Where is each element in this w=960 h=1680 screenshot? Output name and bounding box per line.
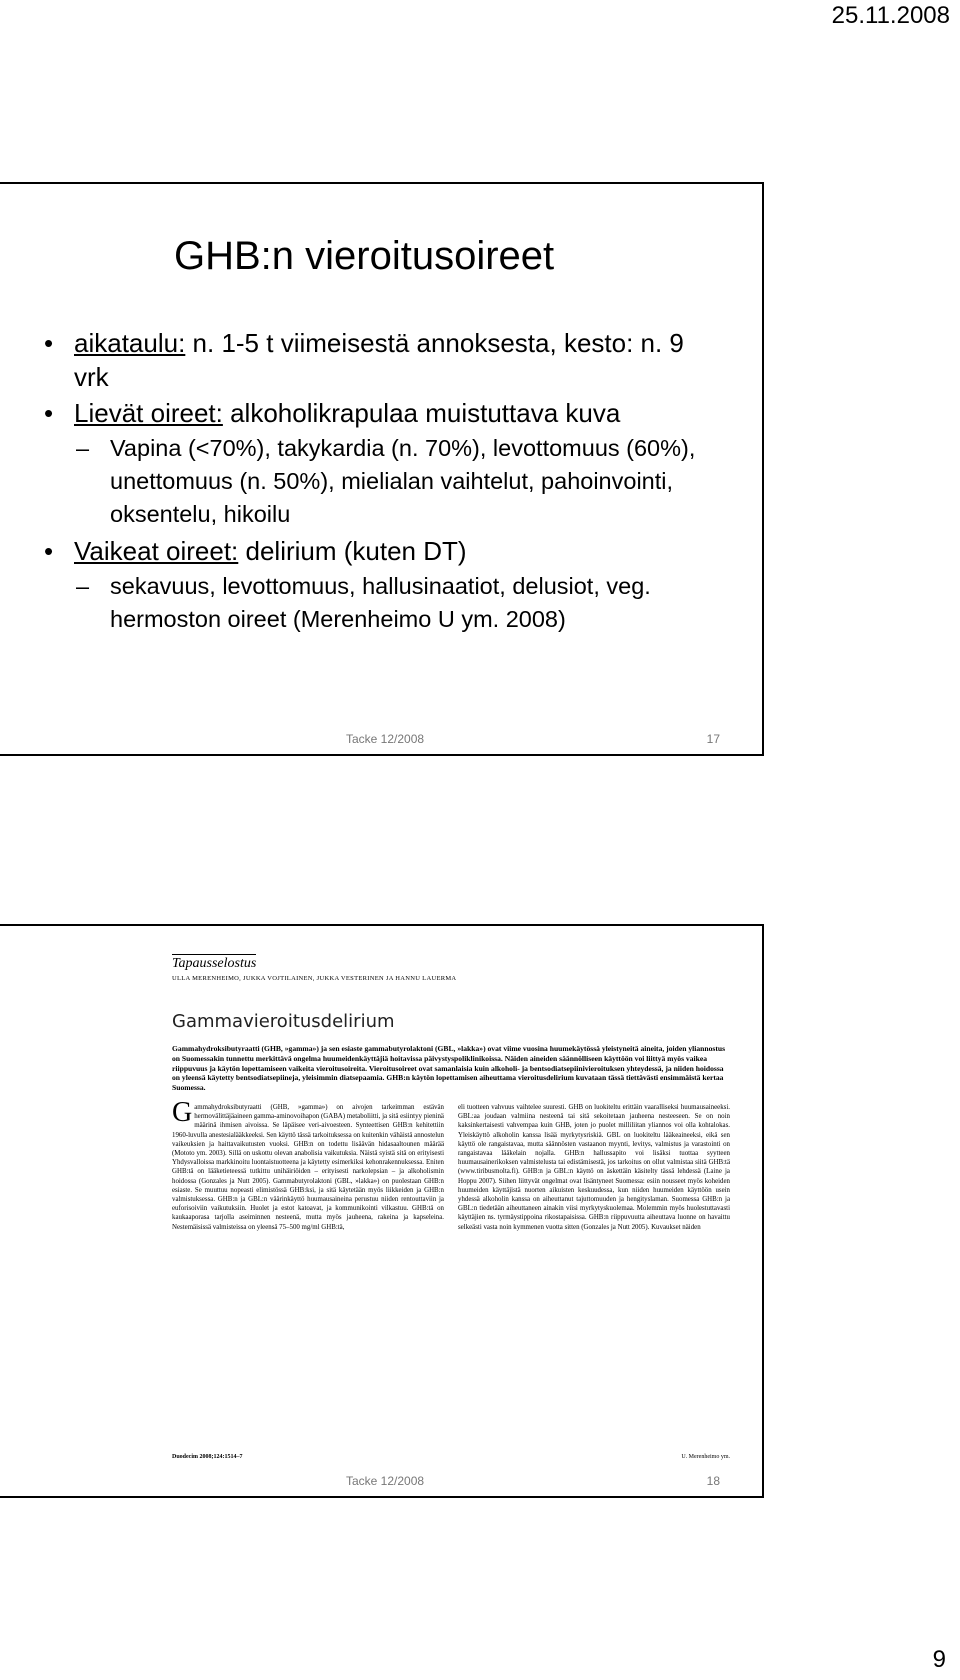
article-image: [172, 946, 730, 1466]
sub-bullet-mild: [0, 432, 720, 531]
sub-bullet-text: Vapina (<70%), takykardia (n. 70%), levottomuus (60%), unettomuus (n. 50%), mielialan vaihtelut, pahoinvointi, oksentelu, hikoilu: [110, 435, 696, 527]
article-citation: Duodecim 2008;124:1514–7: [172, 1454, 243, 1460]
dash-marker: –: [76, 573, 90, 599]
slide-footer-source: Tacke 12/2008: [346, 732, 425, 746]
article-columns: [172, 1096, 730, 1232]
bullet-heading: Lievät oireet:: [74, 398, 223, 428]
page-number: 9: [932, 1646, 946, 1673]
slide-title: GHB:n vieroitusoireet: [174, 234, 555, 278]
article-title: Gammavieroitusdelirium: [172, 1011, 395, 1032]
bullet-heading: Vaikeat oireet:: [74, 536, 239, 566]
slide-17: [0, 182, 764, 756]
article-running-author: U. Merenheimo ym.: [681, 1454, 730, 1460]
column-text: ammahydroksibutyraatti (GHB, »gamma») on aivojen tarkeimman estävän hermovälittäjäaineen gamma-aminovoihapon (GABA) metaboliitti, ja sitä esiintyy pieninä määrinä ihmisen aivoissa. Se läpäisee veri-aivoesteen. Synteettisen GHB:n kehitettiin 1960-luvulla anestesialääkkeeksi. Sen käyttö tässä tarkoituksessa on kuitenkin vähäistä annostelun vaikeuksien ja haittavaikutusten vuoksi. GHB:n on todettu lisäävän hidasaaltounen määrää (Mototo ym. 2003). Sillä on uskottu olevan anabolisia vaikutuksia. Näistä syistä sitä on erityisesti Yhdysvalloissa markkinoitu luontaistuotteena ja käytetty esimerkiksi kehonrakennuksessa. Eniten GHB:tä on lääketieteessä tutkittu unihäiriöiden – erityisesti narkolepsian – ja alkoholismin hoidossa (Gonzales ja Nutt 2005). Gammabutyrolaktoni (GBL, »lakka») on puolestaan GHB:n esiaste. Se muuttuu nopeasti elimistössä GHB:ksi, ja sitä käytetään myös liikkeiden ja GHB:n valmistuksessa. GHB:n ja GBL:n väärinkäyttö huumausaineina perustuu niiden rentouttaviin ja euforisoiviin vaikutuksiin. Huolet ja estot katoavat, ja kommunikointi vilkastuu. GHB:tä on kaukaaporasa tarjolla aseiminnen nesteenä, mutta myös jauheena, rakeina ja kapseleina. Nestemäisissä valmisteissa on yleensä 75–500 mg/ml GHB:tä,: [172, 1103, 444, 1231]
page-date: 25.11.2008: [831, 2, 950, 29]
sub-bullet-text: sekavuus, levottomuus, hallusinaatiot, delusiot, veg. hermoston oireet (Merenheimo U ym. 2008): [110, 573, 651, 632]
article-column-right: eli tuotteen vahvuus vaihtelee suuresti. GHB on luokiteltu erittäin vaaralliseksi huumausaineeksi. GBL:aa joudaan valmiina nesteenä tai sitä sekoitetaan jauheena nesteeseen. Se on noin kaksinkertaisesti vahvempaa kuin GHB, joten jo puolet milliliitan yliannos voi olla kohtalokas. Yleiskäyttö alkoholin kanssa lisää myrkytysriskiä. GBL on luokiteltu lääkeaineeksi, eikä sen käyttö ole rangaistavaa, mutta säännösten vastaanon myynti, levitys, valmistus ja varastointi on rangaistavaa lääkelain nojalla. GHB:n hallussapito voi lisäksi tuottaa syytteen huumausainerikoksen valmistelusta tai edistämisestä, jos tarkoitus on ollut valmistaa siitä GHB:tä (www.tiribusmolta.fi). GHB:n ja GBL:n käyttö on äskettäin käsitelty tässä lehdessä (Laine ja Hoppu 2007). Siihen liittyvät ongelmat ovat lisäntyneet Suomessa: esiin nousseet myös koheiden huumeiden käyttäjistä nuorten aikuisten keskuudessa, kun niiden huumeiden käyttöön usein yhdessä alkoholin kanssa on aiheuttanut tajuttomuuden ja hengityslaman. Suomessa GHB:n ja GBL:n tiedetään aiheuttaneen ainakin viisi myrkytyskuolemaa. Molemmin myös huolestuttavasti käyttäjien ns. tyrmäystippoina rikostapaisissa. GHB:n riippuvuutta aiheuttava luonne on havaittu selkeästi vasta noin kymmenen vuotta sitten (Gonzales ja Nutt 2005). Kuvaukset näiden: [458, 1103, 730, 1231]
article-column-left: [172, 1096, 444, 1232]
slide-18: [0, 924, 764, 1498]
dash-marker: –: [76, 435, 90, 461]
bullet-text: n. 1-5 t viimeisestä annoksesta, kesto: n. 9 vrk: [74, 328, 684, 392]
bullet-mild-symptoms: [0, 396, 720, 430]
article-abstract: Gammahydroksibutyraatti (GHB, »gamma») ja sen esiaste gammabutyrolaktoni (GBL, »lakka») ovat viime vuosina huumekäytössä yleistyneitä aineita, joiden yliannostus on Suomessakin tunnettu merkittävä ongelma huumeidenkäyttäjiä hoitavissa päivystyspoliklinikoissa. Näiden aineiden säännölliseen käyttöön voi liittyä myös vaikea riippuvuus ja käytön lopettamiseen vaikeita vieroitusoireita. Vieroitusoireet ovat samanlaisia kuin alkoholi- ja bentsodiatsepiinivieroituksen yhteydessä, ja niiden hoidossa on yleensä käytetty bentsodiatsepiineja, yleisimmin diatsepaamia. GHB:n käytön lopettamisen aiheuttama vieroitusdelirium kuvataan tässä tiettävästi ensimmäistä kertaa Suomessa.: [172, 1044, 726, 1093]
bullet-severe-symptoms: [0, 534, 720, 568]
drop-cap: G: [172, 1096, 193, 1128]
article-authors: ULLA MERENHEIMO, JUKKA VOJTILAINEN, JUKKA VESTERINEN JA HANNU LAUERMA: [172, 975, 457, 982]
bullet-schedule: [0, 326, 720, 394]
slide-footer-source: Tacke 12/2008: [346, 1474, 425, 1488]
slide-number: 17: [706, 732, 720, 746]
bullet-text: alkoholikrapulaa muistuttava kuva: [222, 398, 621, 428]
bullet-text: delirium (kuten DT): [238, 536, 467, 566]
bullet-heading: aikataulu:: [74, 328, 186, 358]
article-series: Tapausselostus: [172, 956, 257, 971]
bullet-list: [0, 326, 720, 639]
slide-number: 18: [706, 1474, 720, 1488]
sub-bullet-severe: [0, 570, 720, 636]
